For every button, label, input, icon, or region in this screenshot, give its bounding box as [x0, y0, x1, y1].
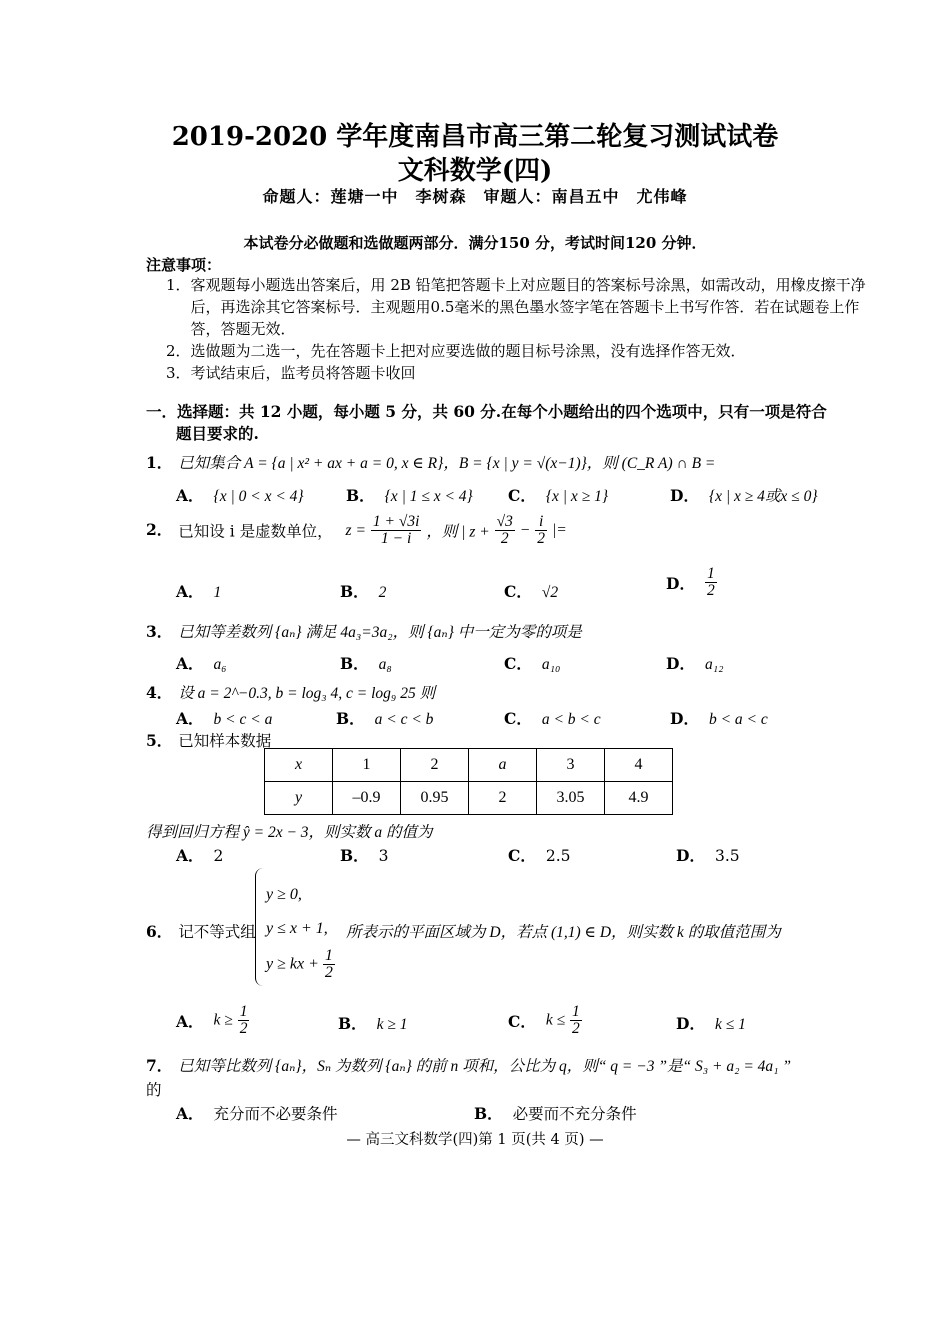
q3-option-a: A． a₆: [176, 654, 227, 673]
table-cell: –0.9: [333, 782, 401, 815]
table-cell: 1: [333, 749, 401, 782]
notice-item-1: [166, 274, 881, 340]
table-cell: 4: [605, 749, 673, 782]
table-cell: 2: [469, 782, 537, 815]
notice-item-3: [166, 362, 881, 384]
question-stem: 已知等差数列 {aₙ} 满足 4a₃=3a₂，则 {aₙ} 中一定为零的项是: [178, 624, 582, 641]
q1-option-b: B． {x | 1 ≤ x < 4}: [346, 486, 473, 505]
question-7: [146, 1054, 791, 1076]
table-row: [265, 782, 673, 815]
table-cell: 3.05: [537, 782, 605, 815]
question-number: 7．: [146, 1056, 173, 1075]
q6-option-c: C． k ≤ $\frac{1}{2}$: [508, 1003, 580, 1037]
table-cell: 2: [401, 749, 469, 782]
sample-data-table: [264, 748, 673, 815]
table-cell: a: [469, 749, 537, 782]
table-row: [265, 749, 673, 782]
exam-authors: 命题人：莲塘一中 李树森 审题人：南昌五中 尤伟峰: [262, 187, 688, 206]
question-5: [146, 729, 271, 751]
question-1: [146, 451, 715, 473]
q7-option-b: B． 必要而不充分条件: [474, 1104, 637, 1123]
question-stem: 已知集合 A = {a | x² + ax + a = 0, x ∈ R}，B = {x | y = √(x−1)}，则 (C_R A) ∩ B =: [178, 455, 716, 472]
notice-text: 选做题为二选一，先在答题卡上把对应要选做的题目标号涂黑，没有选择作答无效．: [190, 342, 746, 360]
notice-item-2: [166, 340, 881, 362]
q1-option-d: D． {x | x ≥ 4或x ≤ 0}: [670, 486, 818, 505]
q2-option-d: D． $\frac{1}{2}$: [666, 565, 715, 599]
inequality-2: y ≤ x + 1,: [266, 920, 328, 937]
exam-subtitle: 文科数学(四): [397, 156, 553, 186]
question-number: 2．: [146, 519, 173, 539]
q6-option-b: B． k ≥ 1: [338, 1014, 408, 1033]
question-6-stem: 所表示的平面区域为 D，若点 (1,1) ∈ D，则实数 k 的取值范围为: [346, 924, 781, 941]
page-footer: — 高三文科数学(四)第 1 页(共 4 页) —: [346, 1132, 604, 1148]
question-number: 3．: [146, 622, 173, 641]
fraction: $\frac{i}{2}$: [537, 513, 546, 547]
question-number: 5．: [146, 731, 173, 750]
q5-option-c: C． 2.5: [508, 846, 571, 865]
q2-option-c: C． √2: [504, 582, 559, 601]
notice-number: 3．: [166, 364, 191, 382]
table-cell: 0.95: [401, 782, 469, 815]
notice-heading: 注意事项：: [146, 256, 222, 274]
q1-option-c: C． {x | x ≥ 1}: [508, 486, 609, 505]
inequality-1: y ≥ 0,: [266, 886, 302, 903]
question-number: 6．: [146, 922, 173, 941]
question-6: 6． 记不等式组: [146, 922, 256, 941]
table-header-x: x: [265, 749, 333, 782]
q2-option-a: A． 1: [176, 582, 222, 601]
question-3: [146, 620, 582, 642]
question-4: [146, 681, 435, 703]
table-header-y: y: [265, 782, 333, 815]
table-cell: 4.9: [605, 782, 673, 815]
section-line-1: 一．选择题：共 12 小题，每小题 5 分，共 60 分.在每个小题给出的四个选项中，只有一项是符合: [146, 402, 827, 421]
question-number: 1．: [146, 453, 173, 472]
notice-number: 1．: [166, 276, 191, 294]
q3-option-b: B． a₈: [340, 654, 392, 673]
fraction: $\frac{1 + √3i}{1 - i}$: [372, 513, 420, 547]
q3-option-c: C． a₁₀: [504, 654, 561, 673]
q5-option-d: D． 3.5: [676, 846, 740, 865]
exam-intro: 本试卷分必做题和选做题两部分．满分150 分，考试时间120 分钟．: [243, 234, 707, 252]
exam-title: 2019-2020 学年度南昌市高三第二轮复习测试试卷: [171, 122, 779, 152]
question-number: 4．: [146, 683, 173, 702]
q5-option-a: A． 2: [176, 846, 224, 865]
q2-option-b: B． 2: [340, 582, 387, 601]
system-brace: [255, 868, 264, 986]
q4-option-c: C． a < b < c: [504, 709, 601, 728]
q4-option-b: B． a < c < b: [336, 709, 434, 728]
q1-option-a: A． {x | 0 < x < 4}: [176, 486, 304, 505]
q7-option-a: A． 充分而不必要条件: [176, 1104, 338, 1123]
question-stem: 已知等比数列 {aₙ}，Sₙ 为数列 {aₙ} 的前 n 项和，公比为 q，则“ q = −3 ”是“ S₃ + a₂ = 4a₁ ”: [178, 1058, 792, 1075]
question-stem: 设 a = 2^−0.3, b = log₃ 4, c = log₉ 25 则: [178, 685, 436, 702]
question-stem: 已知样本数据: [178, 732, 272, 750]
inequality-3: y ≥ kx + $\frac{1}{2}$: [266, 947, 333, 981]
section-line-2: 题目要求的.: [176, 424, 259, 443]
section-heading: [146, 401, 856, 445]
notice-number: 2．: [166, 342, 191, 360]
q6-option-a: A． k ≥ $\frac{1}{2}$: [176, 1003, 248, 1037]
table-cell: 3: [537, 749, 605, 782]
q3-option-d: D． a₁₂: [666, 654, 724, 673]
fraction: $\frac{√3}{2}$: [496, 513, 513, 547]
question-2: 2． 已知设 i 是虚数单位， z = $\frac{1 + √3i}{1 - i}$ ，则 | z + $\frac{√3}{2}$ − $\frac{i}{2}$ |=: [146, 513, 567, 547]
q6-option-d: D． k ≤ 1: [676, 1014, 746, 1033]
question-7-continued: 的: [146, 1081, 162, 1099]
q4-option-d: D． b < a < c: [670, 709, 768, 728]
notice-text: 客观题每小题选出答案后，用 2B 铅笔把答题卡上对应题目的答案标号涂黑，如需改动，用橡皮擦干净后，再选涂其它答案标号．主观题用0.5毫米的黑色墨水签字笔在答题卡上书写作答．若在试题卷上作答，答题无效．: [190, 276, 866, 338]
question-5-followup: 得到回归方程 ŷ = 2x − 3，则实数 a 的值为: [146, 824, 433, 841]
notice-text: 考试结束后，监考员将答题卡收回: [190, 364, 416, 382]
q5-option-b: B． 3: [340, 846, 389, 865]
q4-option-a: A． b < c < a: [176, 709, 273, 728]
